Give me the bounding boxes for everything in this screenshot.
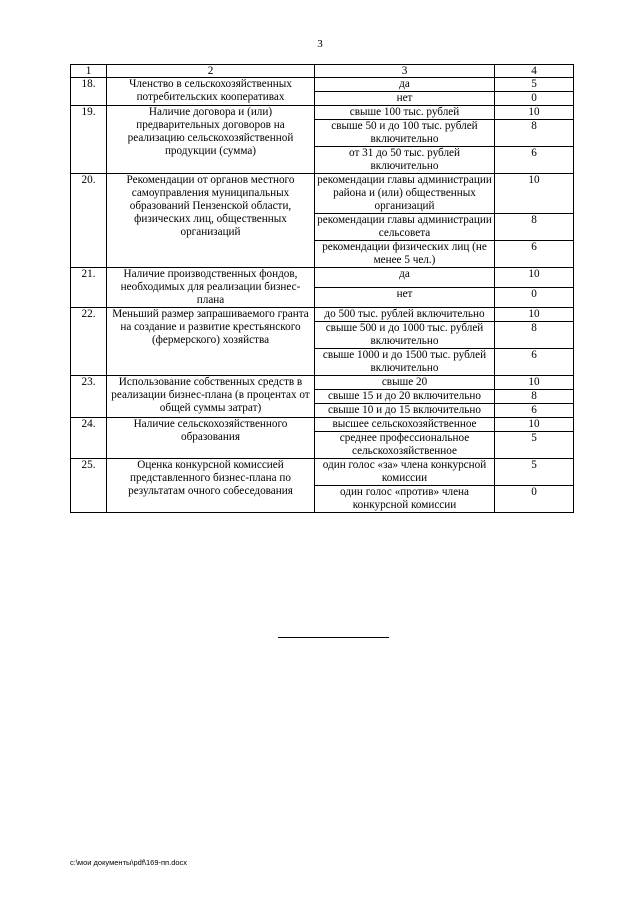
table-header-row xyxy=(71,65,574,78)
table-row xyxy=(71,459,574,486)
option-score: 10 xyxy=(495,418,574,432)
criterion-name: Оценка конкурсной комиссией представленного бизнес-плана по результатам очного собеседования xyxy=(107,459,315,513)
option-text: свыше 10 и до 15 включительно xyxy=(315,404,495,418)
option-text: свыше 20 xyxy=(315,376,495,390)
criterion-number: 18. xyxy=(71,78,107,106)
option-text: один голос «за» члена конкурсной комиссии xyxy=(315,459,495,486)
header-cell-2: 2 xyxy=(107,65,315,78)
option-text: свыше 1000 и до 1500 тыс. рублей включительно xyxy=(315,349,495,376)
option-text: рекомендации главы администрации сельсовета xyxy=(315,214,495,241)
table-row xyxy=(71,376,574,390)
criterion-name: Наличие производственных фондов, необходимых для реализации бизнес-плана xyxy=(107,268,315,308)
criterion-number: 24. xyxy=(71,418,107,459)
option-text: свыше 50 и до 100 тыс. рублей включительно xyxy=(315,120,495,147)
option-score: 10 xyxy=(495,376,574,390)
option-score: 5 xyxy=(495,459,574,486)
option-score: 0 xyxy=(495,92,574,106)
criterion-name: Наличие сельскохозяйственного образования xyxy=(107,418,315,459)
option-score: 5 xyxy=(495,432,574,459)
option-text: свыше 500 и до 1000 тыс. рублей включительно xyxy=(315,322,495,349)
option-text: от 31 до 50 тыс. рублей включительно xyxy=(315,147,495,174)
option-score: 10 xyxy=(495,174,574,214)
table-row xyxy=(71,418,574,432)
table-row xyxy=(71,174,574,214)
option-score: 6 xyxy=(495,404,574,418)
option-score: 10 xyxy=(495,268,574,288)
option-score: 6 xyxy=(495,241,574,268)
criterion-number: 22. xyxy=(71,308,107,376)
option-text: высшее сельскохозяйственное xyxy=(315,418,495,432)
criterion-name: Меньший размер запрашиваемого гранта на создание и развитие крестьянского (фермерского) хозяйства xyxy=(107,308,315,376)
criterion-name: Использование собственных средств в реализации бизнес-плана (в процентах от общей суммы затрат) xyxy=(107,376,315,418)
page-number: 3 xyxy=(317,38,323,50)
option-text: свыше 100 тыс. рублей xyxy=(315,106,495,120)
option-score: 10 xyxy=(495,106,574,120)
option-score: 6 xyxy=(495,147,574,174)
closing-line xyxy=(278,637,389,638)
table-row xyxy=(71,308,574,322)
criterion-number: 23. xyxy=(71,376,107,418)
option-score: 6 xyxy=(495,349,574,376)
footer-file-path: c:\мои документы\pdf\169-пп.docx xyxy=(70,858,188,867)
option-score: 0 xyxy=(495,486,574,513)
option-text: нет xyxy=(315,288,495,308)
option-score: 8 xyxy=(495,390,574,404)
option-score: 8 xyxy=(495,120,574,147)
option-text: да xyxy=(315,78,495,92)
header-cell-4: 4 xyxy=(495,65,574,78)
option-text: да xyxy=(315,268,495,288)
header-cell-3: 3 xyxy=(315,65,495,78)
option-score: 8 xyxy=(495,214,574,241)
option-score: 8 xyxy=(495,322,574,349)
option-text: среднее профессиональное сельскохозяйственное xyxy=(315,432,495,459)
criterion-number: 20. xyxy=(71,174,107,268)
option-text: нет xyxy=(315,92,495,106)
criterion-name: Членство в сельскохозяйственных потребительских кооперативах xyxy=(107,78,315,106)
table-row xyxy=(71,78,574,92)
criteria-table xyxy=(70,64,574,513)
header-cell-1: 1 xyxy=(71,65,107,78)
table-row xyxy=(71,106,574,120)
option-text: рекомендации физических лиц (не менее 5 чел.) xyxy=(315,241,495,268)
option-text: рекомендации главы администрации района и (или) общественных организаций xyxy=(315,174,495,214)
criterion-name: Рекомендации от органов местного самоуправления муниципальных образований Пензенской области, физических лиц, общественных организаций xyxy=(107,174,315,268)
option-score: 10 xyxy=(495,308,574,322)
table-row xyxy=(71,268,574,288)
criterion-name: Наличие договора и (или) предварительных договоров на реализацию сельскохозяйственной продукции (сумма) xyxy=(107,106,315,174)
option-text: свыше 15 и до 20 включительно xyxy=(315,390,495,404)
option-score: 0 xyxy=(495,288,574,308)
option-text: один голос «против» члена конкурсной комиссии xyxy=(315,486,495,513)
criterion-number: 21. xyxy=(71,268,107,308)
criterion-number: 19. xyxy=(71,106,107,174)
option-text: до 500 тыс. рублей включительно xyxy=(315,308,495,322)
criterion-number: 25. xyxy=(71,459,107,513)
option-score: 5 xyxy=(495,78,574,92)
